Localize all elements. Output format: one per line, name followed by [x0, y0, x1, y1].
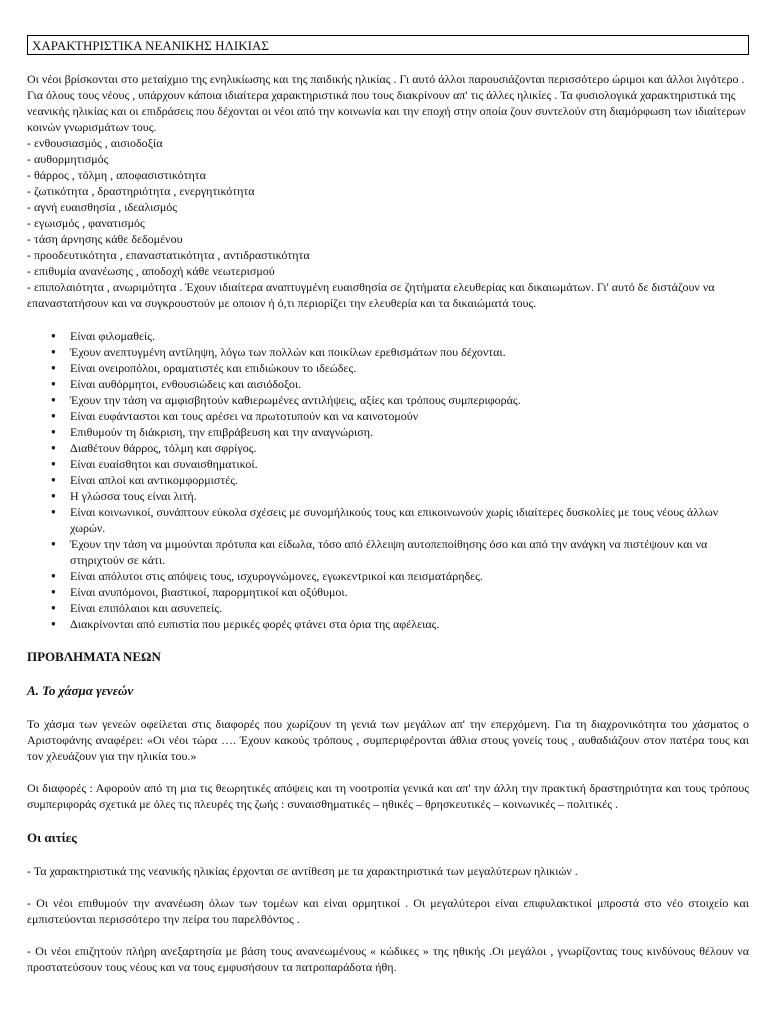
bullet-item: ● Έχουν την τάση να μιμούνται πρότυπα και είδωλα, τόσο από έλλειψη αυτοπεποίθησης όσο και από την ανάγκη να πιστέψουν και να στηριχτούν σε κάτι.	[27, 536, 749, 568]
cause-paragraph: - Τα χαρακτηριστικά της νεανικής ηλικίας έρχονται σε αντίθεση με τα χαρακτηριστικά των μεγαλύτερων ηλικιών .	[27, 864, 578, 878]
bullet-item: ● Επιθυμούν τη διάκριση, την επιβράβευση και την αναγνώριση.	[27, 424, 749, 440]
bullet-list	[27, 328, 749, 632]
bullet-item: ● Είναι απόλυτοι στις απόψεις τους, ισχυρογνώμονες, εγωκεντρικοί και πεισματάρηδες.	[27, 568, 749, 584]
intro-paragraph: Οι νέοι βρίσκονται στο μεταίχμιο της ενηλικίωσης και της παιδικής ηλικίας . Γι αυτό άλλοι παρουσιάζονται περισσότερο ώριμοι και άλλοι λιγότερο . Για όλους τους νέους , υπάρχουν κάποια ιδιαίτερα χαρακτηριστικά που τους διακρίνουν απ' τις άλλες ηλικίες . Τα φυσιολογικά χαρακτηριστικά της νεανικής ηλικίας και οι επιδράσεις που δέχονται οι νέοι από την κοινωνία και την εποχή στην οποία ζουν συντελούν στη διαμόρφωση των ιδιαίτερων κοινών γνωρισμάτων τους.	[27, 72, 746, 134]
bullet-item: ● Είναι επιπόλαιοι και ασυνεπείς.	[27, 600, 749, 616]
bullet-item: ● Είναι απλοί και αντικομφορμιστές.	[27, 472, 749, 488]
generation-gap-paragraph: Το χάσμα των γενεών οφείλεται στις διαφορές που χωρίζουν τη γενιά των μεγάλων απ' την επερχόμενη. Για τη διαχρονικότητα του χάσματος ο Αριστοφάνης αναφέρει: «Οι νέοι τώρα …. Έχουν κακούς τρόπους , συμπεριφέρονται άθλια στους γονείς τους , αυθαδιάζουν στον πατέρα τους και τον χλευάζουν για την ηλικία του.»	[27, 717, 749, 763]
bullet-item: ● Διακρίνονται από ευπιστία που μερικές φορές φτάνει στα όρια της αφέλειας.	[27, 616, 749, 632]
problems-heading: ΠΡΟΒΛΗΜΑΤΑ ΝΕΩΝ	[27, 649, 161, 664]
dash-item: - τάση άρνησης κάθε δεδομένου	[27, 232, 183, 246]
dash-item: - αγνή ευαισθησία , ιδεαλισμός	[27, 200, 178, 214]
dash-item: - θάρρος , τόλμη , αποφασιστικότητα	[27, 168, 206, 182]
dash-item: - επιθυμία ανανέωσης , αποδοχή κάθε νεωτερισμού	[27, 264, 275, 278]
cause-paragraph: - Οι νέοι επιζητούν πλήρη ανεξαρτησία με βάση τους ανανεωμένους « κώδικες » της ηθικής .Οι μεγάλοι , γνωρίζοντας τους κινδύνους θέλουν να προστατεύσουν τους νέους και να τους εμφυσήσουν τα πατροπαράδοτα ήθη.	[27, 944, 749, 974]
causes-heading: Οι αιτίες	[27, 830, 77, 845]
bullet-item: ● Η γλώσσα τους είναι λιτή.	[27, 488, 749, 504]
cause-paragraph: - Οι νέοι επιθυμούν την ανανέωση όλων των τομέων και είναι ορμητικοί . Οι μεγαλύτεροι είναι επιφυλακτικοί μπροστά στο νέο στοιχείο και εμπιστεύονται περισσότερο την πείρα του παρελθόντος .	[27, 896, 749, 926]
bullet-item: ● Έχουν την τάση να αμφισβητούν καθιερωμένες αντιλήψεις, αξίες και τρόπους συμπεριφοράς.	[27, 392, 749, 408]
document-page	[27, 35, 749, 975]
dash-item: - ενθουσιασμός , αισιοδοξία	[27, 136, 163, 150]
dash-item: - ζωτικότητα , δραστηριότητα , ενεργητικότητα	[27, 184, 255, 198]
dash-item: - αυθορμητισμός	[27, 152, 109, 166]
dash-item: - εγωισμός , φανατισμός	[27, 216, 145, 230]
document-title: ΧΑΡΑΚΤΗΡΙΣΤΙΚΑ ΝΕΑΝΙΚΗΣ ΗΛΙΚΙΑΣ	[27, 35, 749, 55]
bullet-item: ● Είναι ευφάνταστοι και τους αρέσει να πρωτοτυπούν και να καινοτομούν	[27, 408, 749, 424]
bullet-item: ● Έχουν ανεπτυγμένη αντίληψη, λόγω των πολλών και ποικίλων ερεθισμάτων που δέχονται.	[27, 344, 749, 360]
differences-paragraph: Οι διαφορές : Αφορούν από τη μια τις θεωρητικές απόψεις και τη νοοτροπία γενικά και απ' την άλλη την πρακτική δραστηριότητα και τους τρόπους συμπεριφοράς σχετικά με όλες τις πλευρές της ζωής : συναισθηματικές – ηθικές – θρησκευτικές – κοινωνικές – πολιτικές .	[27, 781, 749, 811]
bullet-item: ● Είναι αυθόρμητοι, ενθουσιώδεις και αισιόδοξοι.	[27, 376, 749, 392]
dash-list	[27, 135, 749, 311]
section-a-heading: Α. Το χάσμα γενεών	[27, 683, 134, 698]
bullet-item: ● Είναι φιλομαθείς.	[27, 328, 749, 344]
bullet-item: ● Είναι κοινωνικοί, συνάπτουν εύκολα σχέσεις με συνομήλικούς τους και επικοινωνούν χωρίς ιδιαίτερες δυσκολίες με τους νέους άλλων χωρών.	[27, 504, 749, 536]
dash-item: - επιπολαιότητα , ανωριμότητα . Έχουν ιδιαίτερα αναπτυγμένη ευαισθησία σε ζητήματα ελευθερίας και δικαιωμάτων. Γι' αυτό δε διστάζουν να επαναστατήσουν και να συγκρουστούν με οποιον ή ό,τι περιορίζει την ελευθερία και τα δικαιώματά τους.	[27, 280, 715, 310]
bullet-item: ● Είναι ανυπόμονοι, βιαστικοί, παρορμητικοί και οξύθυμοι.	[27, 584, 749, 600]
bullet-item: ● Είναι ευαίσθητοι και συναισθηματικοί.	[27, 456, 749, 472]
bullet-item: ● Είναι ονειροπόλοι, οραματιστές και επιδιώκουν το ιδεώδες.	[27, 360, 749, 376]
dash-item: - προοδευτικότητα , επαναστατικότητα , αντιδραστικότητα	[27, 248, 310, 262]
bullet-item: ● Διαθέτουν θάρρος, τόλμη και σφρίγος.	[27, 440, 749, 456]
